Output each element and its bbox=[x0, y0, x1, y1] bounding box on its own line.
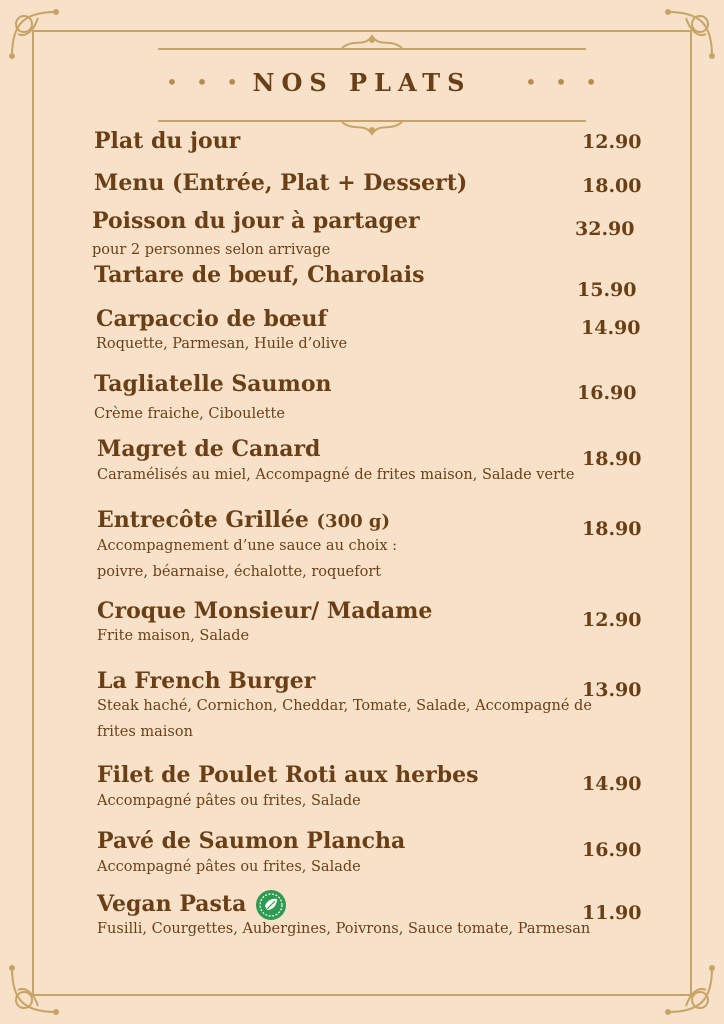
menu-item-price: 14.90 bbox=[582, 773, 642, 795]
menu-item-name: Magret de Canard bbox=[97, 436, 321, 462]
menu-item-price: 16.90 bbox=[582, 839, 642, 861]
menu-item-description: Roquette, Parmesan, Huile d’olive bbox=[96, 336, 348, 352]
menu-item-name: Menu (Entrée, Plat + Dessert) bbox=[94, 170, 468, 196]
menu-item-name bbox=[97, 507, 390, 533]
menu-item-name: Plat du jour bbox=[94, 128, 241, 154]
corner-ornament-icon bbox=[4, 4, 64, 64]
menu-item-description: Accompagné pâtes ou frites, Salade bbox=[97, 793, 361, 809]
page-title: NOS PLATS bbox=[252, 68, 472, 97]
menu-item-price: 32.90 bbox=[575, 218, 635, 240]
menu-item-name: Poisson du jour à partager bbox=[92, 208, 420, 234]
corner-ornament-icon bbox=[660, 4, 720, 64]
menu-item-description: pour 2 personnes selon arrivage bbox=[92, 242, 331, 258]
menu-item-name-main: Entrecôte Grillée bbox=[97, 507, 309, 533]
menu-item-price: 16.90 bbox=[577, 382, 637, 404]
menu-item-name: La French Burger bbox=[97, 668, 316, 694]
menu-item-name: Tartare de bœuf, Charolais bbox=[94, 262, 425, 288]
menu-item-price: 15.90 bbox=[577, 279, 637, 301]
menu-item-description: Frite maison, Salade bbox=[97, 628, 250, 644]
menu-item-price: 12.90 bbox=[582, 131, 642, 153]
vegan-badge-icon bbox=[255, 889, 287, 921]
menu-item-name: Carpaccio de bœuf bbox=[96, 306, 327, 332]
menu-item-description-line2: poivre, béarnaise, échalotte, roquefort bbox=[97, 564, 382, 580]
title-dots-right: • • • bbox=[525, 70, 604, 94]
menu-item-description: Crème fraiche, Ciboulette bbox=[94, 406, 285, 422]
menu-item-price: 18.00 bbox=[582, 175, 642, 197]
scroll-ornament-icon bbox=[340, 120, 404, 140]
corner-ornament-icon bbox=[4, 960, 64, 1020]
menu-item-name: Vegan Pasta bbox=[97, 891, 247, 917]
menu-item-name-portion: (300 g) bbox=[316, 511, 390, 532]
menu-item-description: Accompagné pâtes ou frites, Salade bbox=[97, 859, 361, 875]
crown-ornament-icon bbox=[340, 34, 404, 54]
menu-item-description-line2: frites maison bbox=[97, 724, 193, 740]
menu-item-price: 13.90 bbox=[582, 679, 642, 701]
menu-item-price: 18.90 bbox=[582, 448, 642, 470]
menu-item-price: 14.90 bbox=[581, 317, 641, 339]
menu-item-description: Steak haché, Cornichon, Cheddar, Tomate, Salade, Accompagné de bbox=[97, 698, 592, 714]
title-dots-left: • • • bbox=[166, 70, 245, 94]
menu-item-name: Tagliatelle Saumon bbox=[94, 371, 332, 397]
menu-item-name: Pavé de Saumon Plancha bbox=[97, 828, 406, 854]
menu-item-price: 12.90 bbox=[582, 609, 642, 631]
menu-item-description: Accompagnement d’une sauce au choix : bbox=[97, 538, 398, 554]
menu-item-name: Filet de Poulet Roti aux herbes bbox=[97, 762, 479, 788]
menu-item-description: Fusilli, Courgettes, Aubergines, Poivrons, Sauce tomate, Parmesan bbox=[97, 921, 591, 937]
menu-item-name: Croque Monsieur/ Madame bbox=[97, 598, 433, 624]
corner-ornament-icon bbox=[660, 960, 720, 1020]
menu-item-description: Caramélisés au miel, Accompagné de frites maison, Salade verte bbox=[97, 467, 575, 483]
menu-item-price: 11.90 bbox=[582, 902, 642, 924]
menu-item-price: 18.90 bbox=[582, 518, 642, 540]
